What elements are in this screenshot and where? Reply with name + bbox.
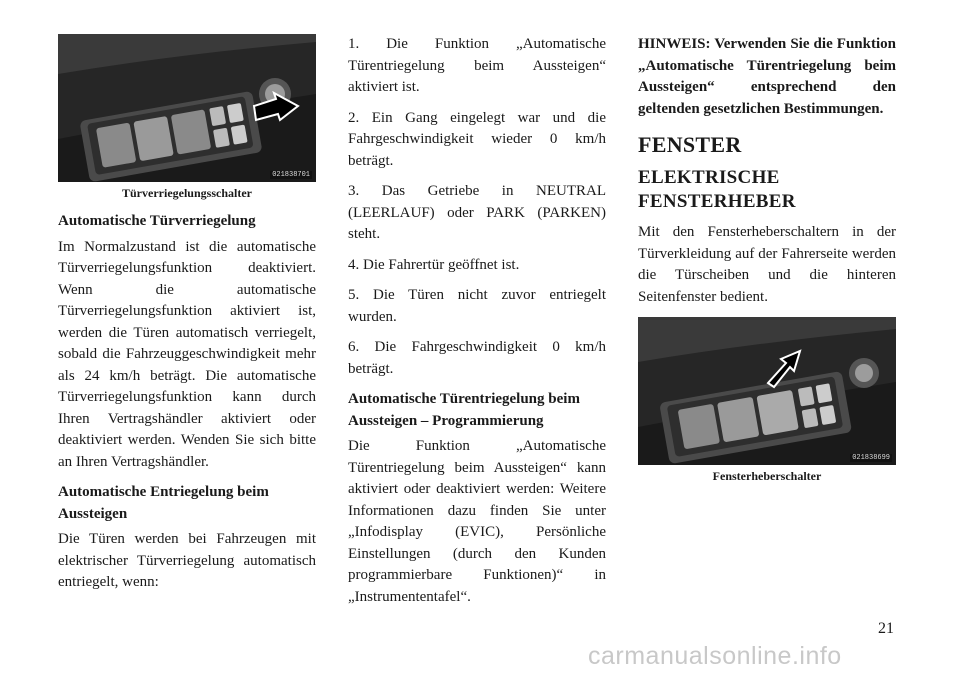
- note-paragraph: HINWEIS: Verwenden Sie die Funktion „Automatische Türentriegelung beim Aussteigen“ entsprechend den geltenden gesetzlichen Bestimmungen.: [638, 36, 896, 117]
- list-item: 3. Das Getriebe in NEUTRAL (LEERLAUF) oder PARK (PARKEN) steht.: [348, 183, 606, 242]
- paragraph-auto-unlock: Die Türen werden bei Fahrzeugen mit elektrischer Türverriegelung automatisch entriegelt, wenn:: [58, 531, 316, 590]
- list-item: 4. Die Fahrertür geöffnet ist.: [348, 256, 520, 273]
- column-right: [638, 34, 896, 494]
- door-lock-switch-photo: [58, 34, 316, 182]
- paragraph-programming: Die Funktion „Automatische Türentriegelung beim Aussteigen“ kann aktiviert oder deaktiviert werden: Weitere Informationen dazu finden Sie unter „Infodisplay (EVIC), Persönliche Einstellungen (durch den Kunden programmierbare Funktionen)“ in „Instrumententafel“.: [348, 438, 606, 605]
- list-item: 2. Ein Gang eingelegt war und die Fahrgeschwindigkeit wieder 0 km/h beträgt.: [348, 109, 606, 169]
- column-middle: [348, 34, 606, 617]
- section-title-programming: Automatische Türentriegelung beim Aussteigen – Programmierung: [348, 391, 580, 429]
- window-switch-photo: [638, 317, 896, 465]
- paragraph-auto-lock: Im Normalzustand ist die automatische Türverriegelungsfunktion deaktiviert. Wenn die automatische Türverriegelungsfunktion aktiviert ist, werden die Türen automatisch verriegelt, sobald die Fahrzeuggeschwindigkeit mehr als 24 km/h beträgt. Die automatische Türverriegelungsfunktion kann durch Ihren Vertragshändler aktiviert oder deaktiviert werden. Wenden Sie sich bitte an Ihren Vertragshändler.: [58, 238, 316, 470]
- door-lock-switch-illustration: [58, 34, 316, 182]
- heading-power-windows: ELEKTRISCHE FENSTERHEBER: [638, 167, 796, 212]
- window-switch-illustration: [638, 317, 896, 465]
- page-number: 21: [878, 620, 894, 637]
- paragraph-power-windows: Mit den Fensterheberschaltern in der Türverkleidung auf der Fahrerseite werden die Türscheiben und die hinteren Seitenfenster bedient.: [638, 224, 896, 305]
- list-item: 6. Die Fahrgeschwindigkeit 0 km/h beträgt.: [348, 339, 606, 377]
- list-item: 1. Die Funktion „Automatische Türentriegelung beim Aussteigen“ aktiviert ist.: [348, 36, 606, 95]
- section-title-auto-lock: Automatische Türverriegelung: [58, 213, 256, 229]
- heading-windows: FENSTER: [638, 132, 742, 157]
- column-left: [58, 34, 316, 603]
- figure-caption: Fensterheberschalter: [712, 469, 822, 483]
- figure-caption: Türverriegelungsschalter: [122, 186, 252, 200]
- condition-list: [348, 34, 606, 380]
- figure-code: 021838701: [272, 171, 310, 179]
- section-title-auto-unlock: Automatische Entriegelung beim Aussteigen: [58, 484, 269, 522]
- watermark: carmanualsonline.info: [588, 642, 842, 670]
- list-item: 5. Die Türen nicht zuvor entriegelt wurden.: [348, 287, 606, 325]
- figure-code: 021838699: [852, 454, 890, 462]
